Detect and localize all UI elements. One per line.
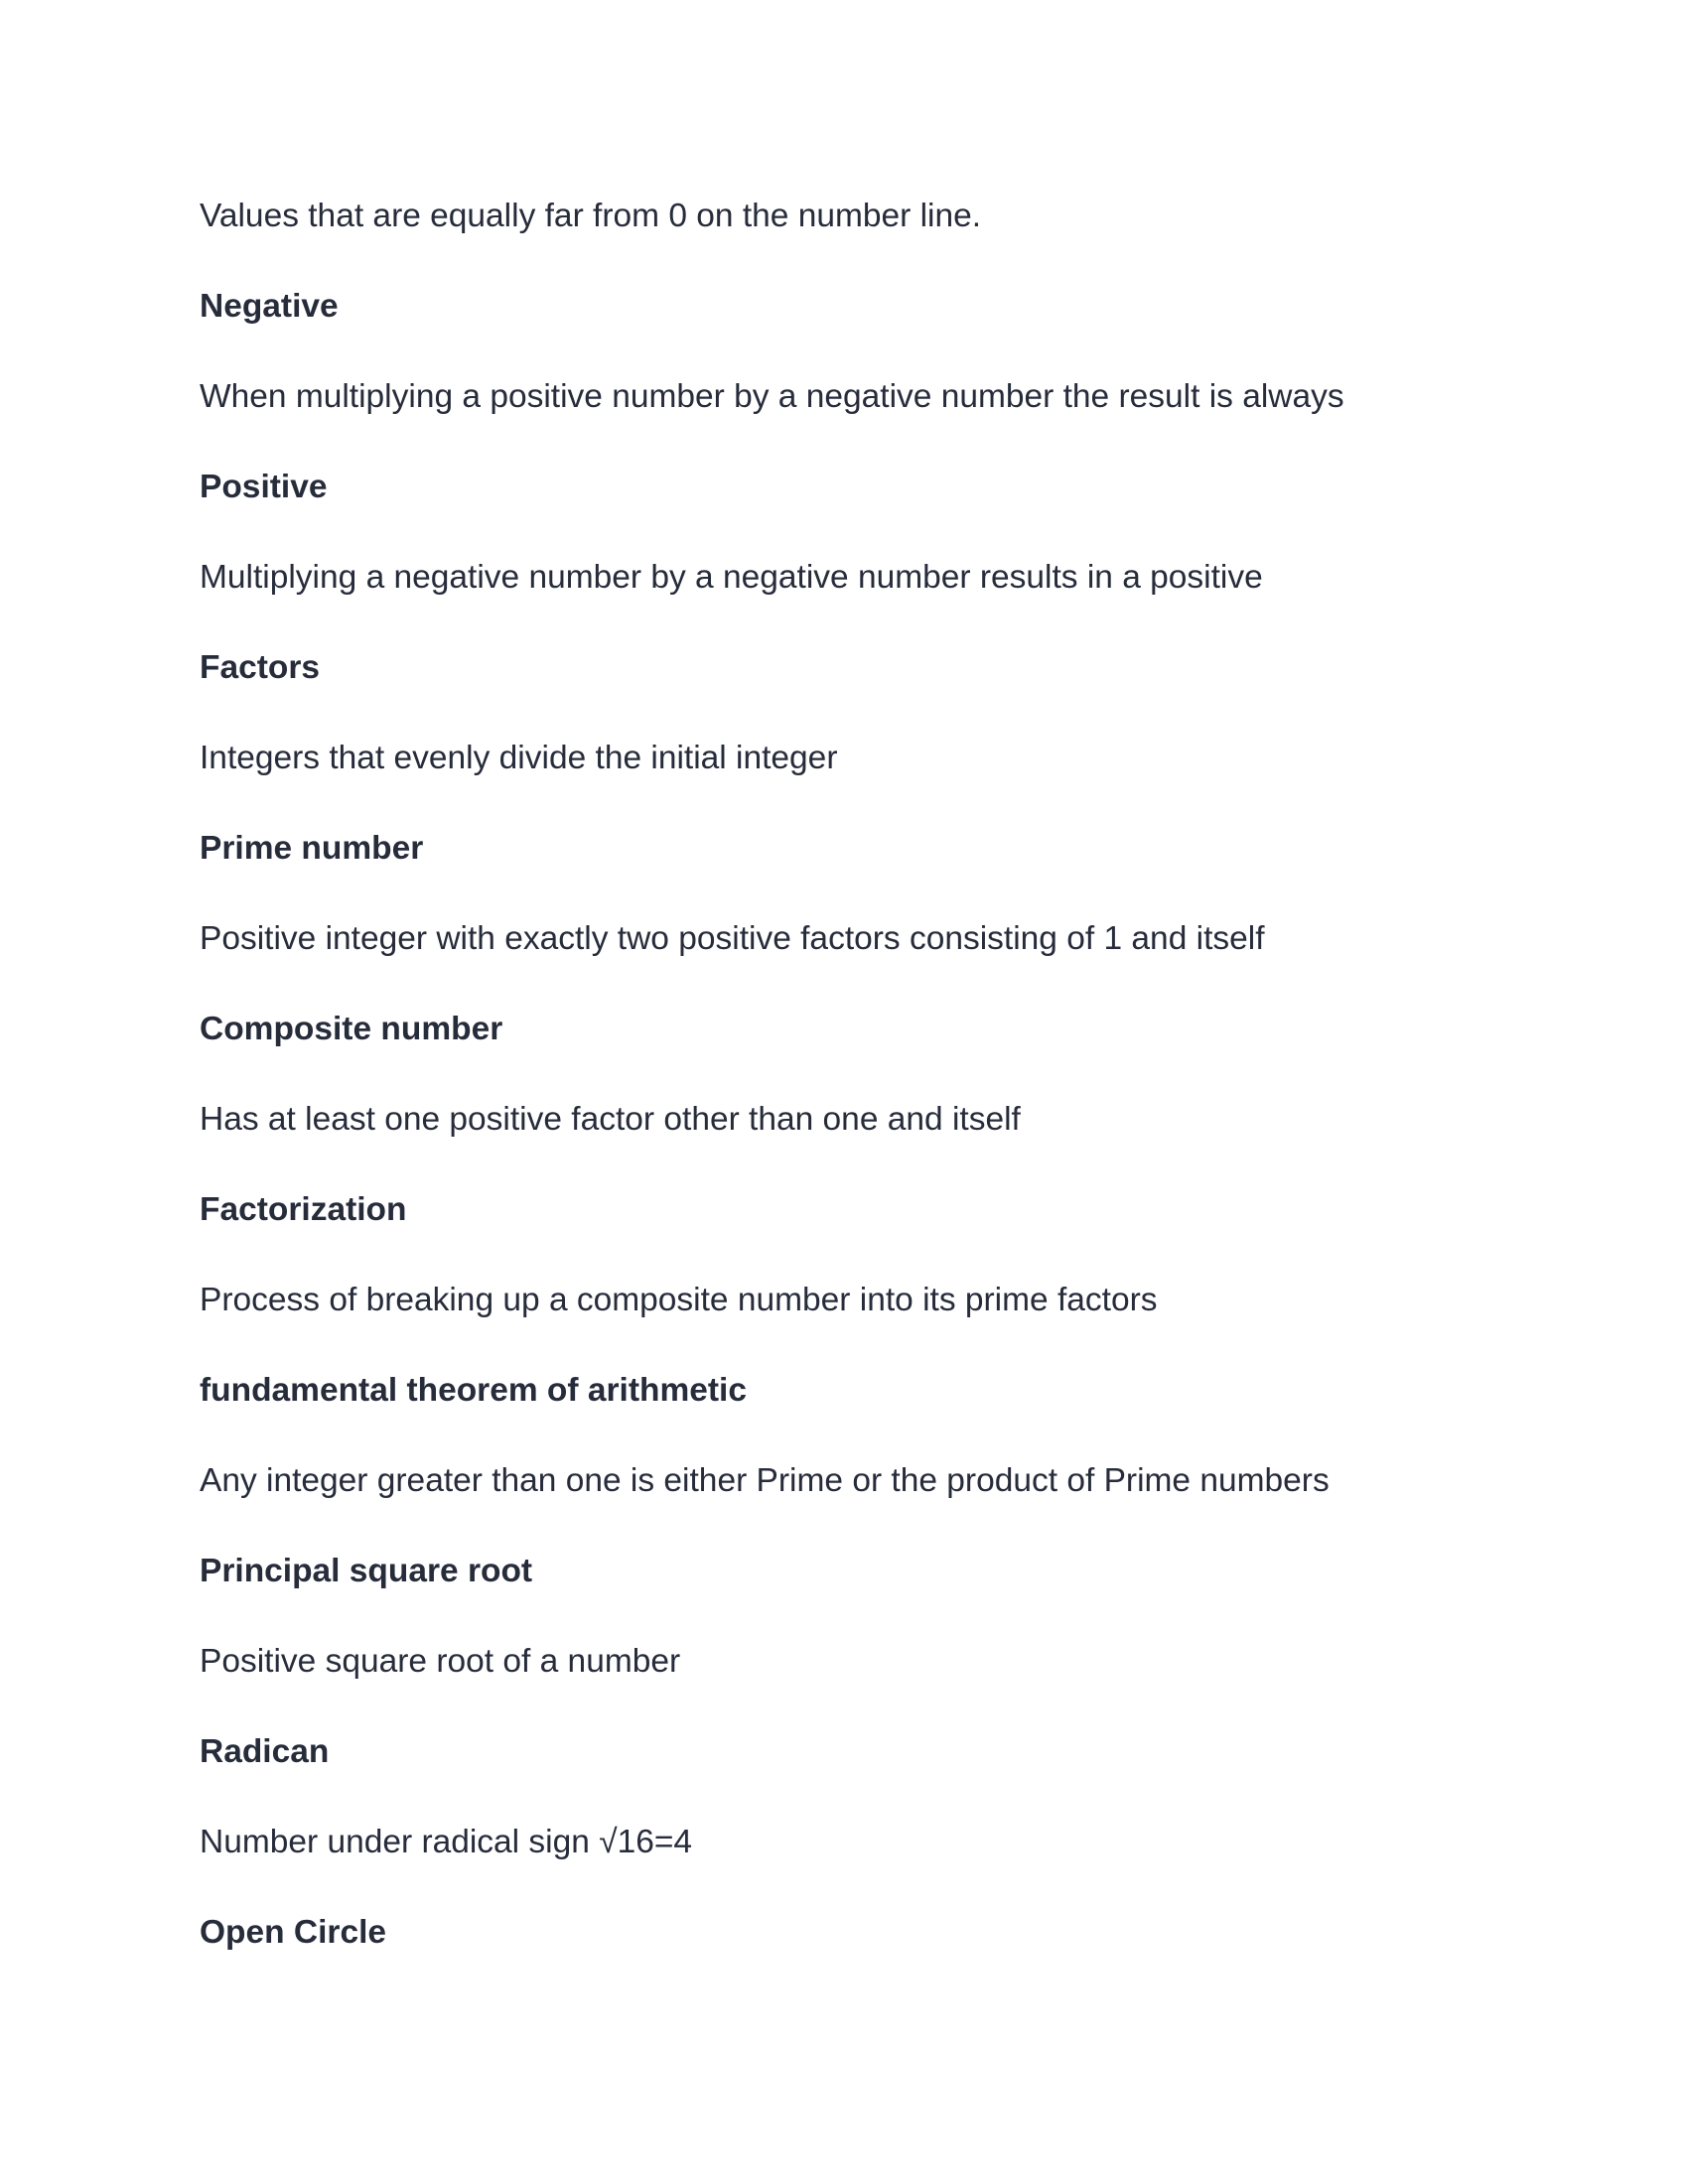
term-heading: Negative <box>200 288 339 325</box>
term-heading: Radican <box>200 1733 330 1770</box>
definition-text: Positive integer with exactly two positive factors consisting of 1 and itself <box>200 920 1265 957</box>
term-heading: Composite number <box>200 1011 503 1047</box>
flashcard-document <box>200 197 1490 2003</box>
definition-text: Positive square root of a number <box>200 1643 681 1680</box>
definition-text: When multiplying a positive number by a negative number the result is always <box>200 378 1344 415</box>
term-heading: Principal square root <box>200 1553 533 1589</box>
definition-text: Values that are equally far from 0 on the number line. <box>200 198 982 234</box>
definition-text: Any integer greater than one is either Prime or the product of Prime numbers <box>200 1462 1330 1499</box>
term-heading: Open Circle <box>200 1914 387 1951</box>
definition-text: Integers that evenly divide the initial integer <box>200 740 838 776</box>
definition-text: Process of breaking up a composite number into its prime factors <box>200 1282 1158 1318</box>
term-heading: Factorization <box>200 1191 407 1228</box>
term-heading: Factors <box>200 649 321 686</box>
term-heading: Positive <box>200 469 328 505</box>
definition-text: Number under radical sign √16=4 <box>200 1824 693 1860</box>
definition-text: Multiplying a negative number by a negative number results in a positive <box>200 559 1263 596</box>
definition-text: Has at least one positive factor other than one and itself <box>200 1101 1021 1138</box>
term-heading: fundamental theorem of arithmetic <box>200 1372 747 1409</box>
term-heading: Prime number <box>200 830 424 867</box>
